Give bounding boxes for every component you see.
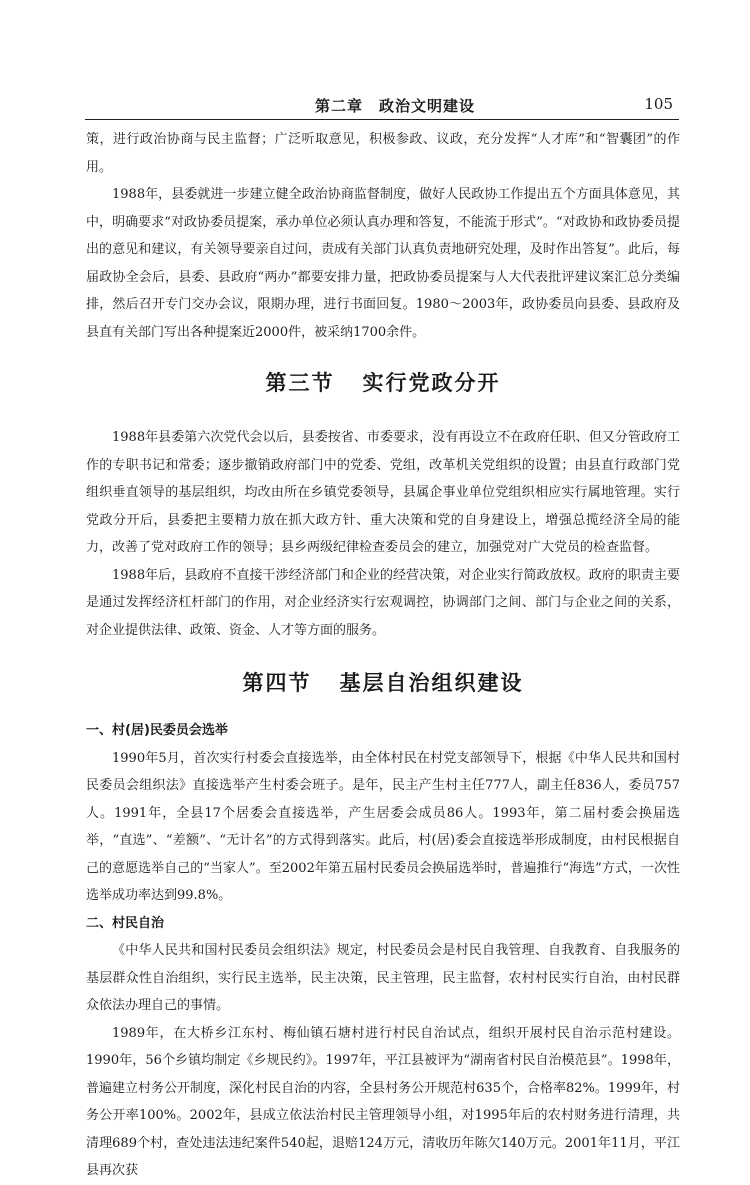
paragraph-continued: 策，进行政治协商与民主监督；广泛听取意见，积极参政、议政，充分发挥“人才库”和“智囊团”的作用。 — [86, 132, 680, 175]
subheading-self-governance: 二、村民自治 — [86, 915, 165, 931]
paragraph-organic-law: 《中华人民共和国村民委员会组织法》规定，村民委员会是村民自我管理、自我教育、自我服务的基层群众性自治组织，实行民主选举，民主决策，民主管理，民主监督，农村村民实行自治，由村民群众依法办理自己的事情。 — [86, 943, 680, 1013]
subheading-elections: 一、村(居)民委员会选举 — [86, 723, 228, 738]
section-4-title: 基层自治组织建设 — [339, 671, 524, 695]
paragraph-self-governance-history: 1989年，在大桥乡江东村、梅仙镇石塘村进行村民自治试点，组织开展村民自治示范村建设。1990年，56个乡镇均制定《乡规民约》。1997年，平江县被评为“湖南省村民自治模范县”。1998年，普遍建立村务公开制度，深化村民自治的内容，全县村务公开规范村635个，合格率82%。1999年，村务公开率100%。2002年，县成立依法治村民主管理领导小组，对1995年后的农村财务进行清理，共清理689个村，查处违法违纪案件540起，退赔124万元，清收历年陈欠140万元。2001年11月，平江县再次获 — [86, 1025, 680, 1178]
section-heading-3 — [86, 367, 680, 397]
running-header — [85, 93, 679, 120]
section-3-number: 第三节 — [265, 371, 335, 395]
page-number: 105 — [644, 95, 673, 113]
paragraph-govt-functions: 1988年后，县政府不直接干涉经济部门和企业的经营决策，对企业实行简政放权。政府的职责主要是通过发挥经济杠杆部门的作用，对企业经济实行宏观调控，协调部门之间、部门与企业之间的关系，对企业提供法律、政策、资金、人才等方面的服务。 — [86, 567, 680, 638]
section-heading-4 — [86, 667, 680, 697]
section-4-number: 第四节 — [242, 671, 312, 695]
section-3-title: 实行党政分开 — [362, 371, 501, 395]
paragraph-cppcc-supervision: 1988年，县委就进一步建立健全政治协商监督制度，做好人民政协工作提出五个方面具体意见，其中，明确要求“对政协委员提案，承办单位必须认真办理和答复，不能流于形式”。“对政协和政协委员提出的意见和建议，有关领导要亲自过问，责成有关部门认真负责地研究处理，及时作出答复”。此后，每届政协全会后，县委、县政府“两办”都要安排力量，把政协委员提案与人大代表批评建议案汇总分类编排，然后召开专门交办会议，限期办理，进行书面回复。1980～2003年，政协委员向县委、县政府及县直有关部门写出各种提案近2000件，被采纳1700余件。 — [86, 187, 680, 340]
paragraph-party-govt-separation: 1988年县委第六次党代会以后，县委按省、市委要求，没有再设立不在政府任职、但又分管政府工作的专职书记和常委；逐步撤销政府部门中的党委、党组，改革机关党组织的设置；由县直行政部门党组织垂直领导的基层组织，均改由所在乡镇党委领导，县属企事业单位党组织相应实行属地管理。实行党政分开后，县委把主要精力放在抓大政方针、重大决策和党的自身建设上，增强总揽经济全局的能力，改善了党对政府工作的领导；县乡两级纪律检查委员会的建立，加强党对广大党员的检查监督。 — [86, 430, 680, 555]
chapter-title: 第二章 政治文明建设 — [315, 97, 476, 115]
main-content — [86, 126, 680, 1185]
paragraph-village-elections: 1990年5月，首次实行村委会直接选举，由全体村民在村党支部领导下，根据《中华人民共和国村民委员会组织法》直接选举产生村委会班子。是年，民主产生村主任777人，副主任836人，委员757人。1991年，全县17个居委会直接选举，产生居委会成员86人。1993年，第二届村委会换届选举，“直选”、“差额”、“无计名”的方式得到落实。此后，村(居)委会直接选举形成制度，由村民根据自己的意愿选举自己的“当家人”。至2002年第五届村民委员会换届选举时，普遍推行“海选”方式，一次性选举成功率达到99.8%。 — [86, 750, 680, 903]
